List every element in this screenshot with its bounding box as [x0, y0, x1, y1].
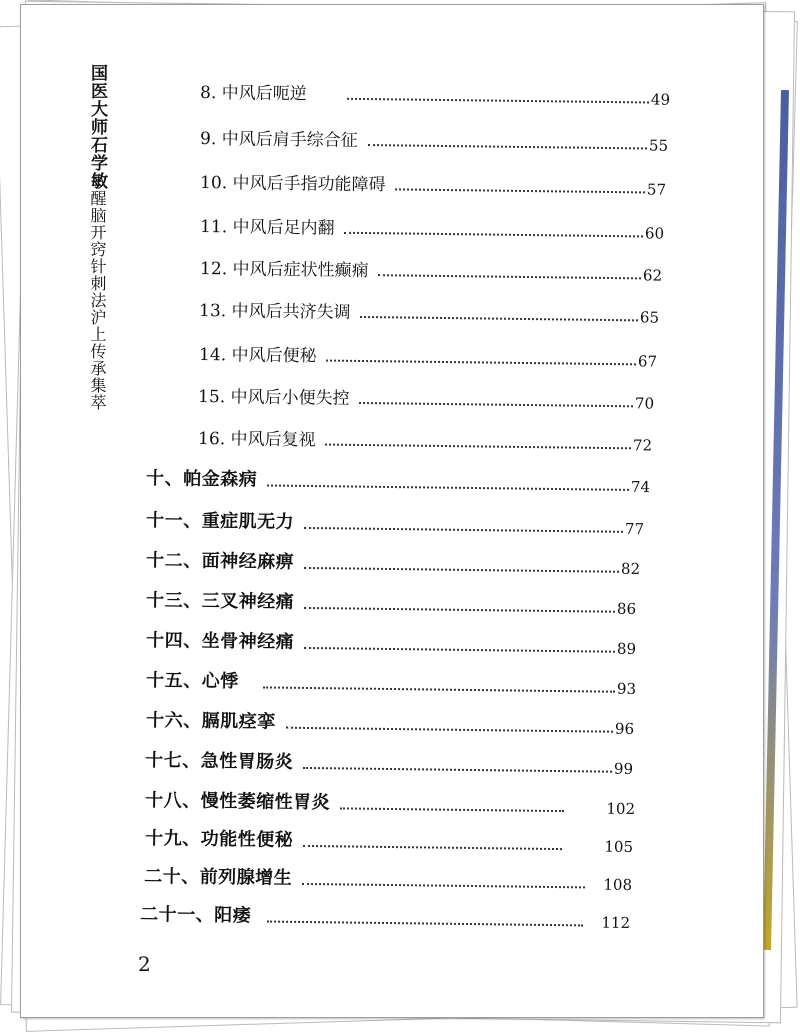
dot-leader: [345, 231, 643, 238]
toc-entry-page: 62: [642, 266, 663, 285]
toc-entry-page: 77: [624, 519, 645, 539]
toc-entry-label: 十五、心悸: [146, 670, 239, 693]
toc-chapter-entry[interactable]: [146, 546, 640, 578]
toc-entry-label: 16. 中风后复视: [198, 429, 316, 451]
toc-entry-page: 70: [634, 394, 655, 413]
toc-entry[interactable]: [200, 212, 664, 243]
toc-entry[interactable]: [200, 168, 666, 199]
toc-chapter-entry[interactable]: [146, 626, 636, 658]
toc-chapter-entry[interactable]: [144, 862, 632, 894]
toc-entry-label: 十三、三叉神经痛: [146, 590, 295, 613]
toc-entry-label: 十六、膈肌痉挛: [146, 710, 276, 733]
toc-chapter-entry[interactable]: [145, 786, 635, 818]
dot-leader: [368, 143, 647, 149]
toc-entry[interactable]: [200, 78, 670, 109]
toc-entry[interactable]: [198, 424, 652, 455]
dot-leader: [327, 359, 636, 366]
toc-chapter-entry[interactable]: [146, 586, 636, 618]
toc-entry-label: 十七、急性胃肠炎: [145, 750, 294, 773]
toc-entry-label: 十一、重症肌无力: [146, 510, 295, 533]
dot-leader: [304, 646, 615, 653]
dot-leader: [304, 566, 619, 573]
toc-entry-label: 15. 中风后小便失控: [198, 387, 350, 409]
dot-leader: [304, 526, 623, 533]
toc-entry[interactable]: [198, 382, 654, 413]
dot-leader: [340, 806, 564, 812]
toc-chapter-entry[interactable]: [146, 706, 634, 738]
dot-leader: [360, 401, 633, 407]
toc-entry-label: 十四、坐骨神经痛: [146, 630, 295, 653]
toc-entry-label: 十二、面神经麻痹: [146, 550, 295, 573]
dot-leader: [303, 766, 612, 773]
toc-entry-page: 112: [601, 913, 631, 932]
toc-entry-label: 12. 中风后症状性癫痫: [200, 259, 369, 282]
toc-entry-page: 57: [646, 180, 667, 199]
toc-chapter-entry[interactable]: [146, 506, 644, 538]
dot-leader: [379, 273, 641, 279]
toc-chapter-entry[interactable]: [145, 746, 633, 778]
toc-entry-page: 99: [613, 759, 634, 778]
toc-entry-page: 67: [637, 352, 658, 371]
toc-entry-label: 8. 中风后呃逆: [200, 83, 307, 105]
toc-chapter-entry[interactable]: [146, 464, 650, 496]
toc-entry[interactable]: [200, 254, 662, 285]
toc-entry-page: 82: [620, 559, 641, 579]
dot-leader: [347, 97, 649, 104]
toc-entry-page: 72: [632, 436, 653, 455]
toc-entry-label: 二十、前列腺增生: [144, 866, 293, 889]
toc-entry-page: 65: [639, 308, 660, 327]
toc-entry-page: 93: [616, 679, 637, 698]
toc-chapter-entry[interactable]: [140, 900, 630, 932]
toc-entry-label: 十九、功能性便秘: [145, 828, 294, 851]
page-number: 2: [138, 952, 151, 976]
toc-entry-page: 49: [650, 90, 671, 109]
toc-entry-page: 105: [604, 837, 634, 856]
toc-entry[interactable]: [199, 340, 657, 371]
dot-leader: [263, 685, 615, 692]
toc-entry-page: 96: [614, 719, 635, 738]
toc-entry-page: 89: [616, 639, 637, 658]
toc-entry-page: 108: [603, 875, 633, 894]
toc-chapter-entry[interactable]: [146, 666, 636, 698]
dot-leader: [361, 315, 638, 321]
dot-leader: [304, 606, 615, 613]
toc-entry-label: 10. 中风后手指功能障碍: [200, 173, 386, 196]
toc-entry-page: 102: [606, 799, 636, 818]
running-title-rest: 醒脑开窍针刺法沪上传承集萃: [88, 190, 107, 411]
toc-entry-label: 十、帕金森病: [146, 468, 258, 491]
toc-entry-label: 14. 中风后便秘: [199, 345, 317, 367]
dot-leader: [267, 920, 583, 927]
toc-entry-label: 13. 中风后共济失调: [199, 301, 351, 323]
dot-leader: [302, 882, 585, 888]
toc-entry-page: 55: [648, 136, 669, 155]
toc-entry[interactable]: [200, 124, 668, 155]
toc-chapter-entry[interactable]: [145, 824, 633, 856]
dot-leader: [267, 483, 629, 490]
dot-leader: [326, 443, 631, 450]
toc-entry[interactable]: [199, 296, 659, 327]
dot-leader: [395, 187, 644, 193]
running-title-bold: 国医大师石学敏: [87, 64, 107, 190]
toc-entry-page: 74: [630, 477, 651, 497]
toc-entry-label: 11. 中风后足内翻: [200, 217, 335, 239]
dot-leader: [286, 726, 613, 733]
toc-entry-page: 60: [644, 224, 665, 243]
toc-entry-page: 86: [616, 599, 637, 618]
dot-leader: [303, 844, 562, 850]
toc-entry-label: 十八、慢性萎缩性胃炎: [145, 790, 331, 814]
toc-entry-label: 二十一、阳痿: [140, 904, 252, 927]
toc-entry-label: 9. 中风后肩手综合征: [200, 129, 358, 151]
